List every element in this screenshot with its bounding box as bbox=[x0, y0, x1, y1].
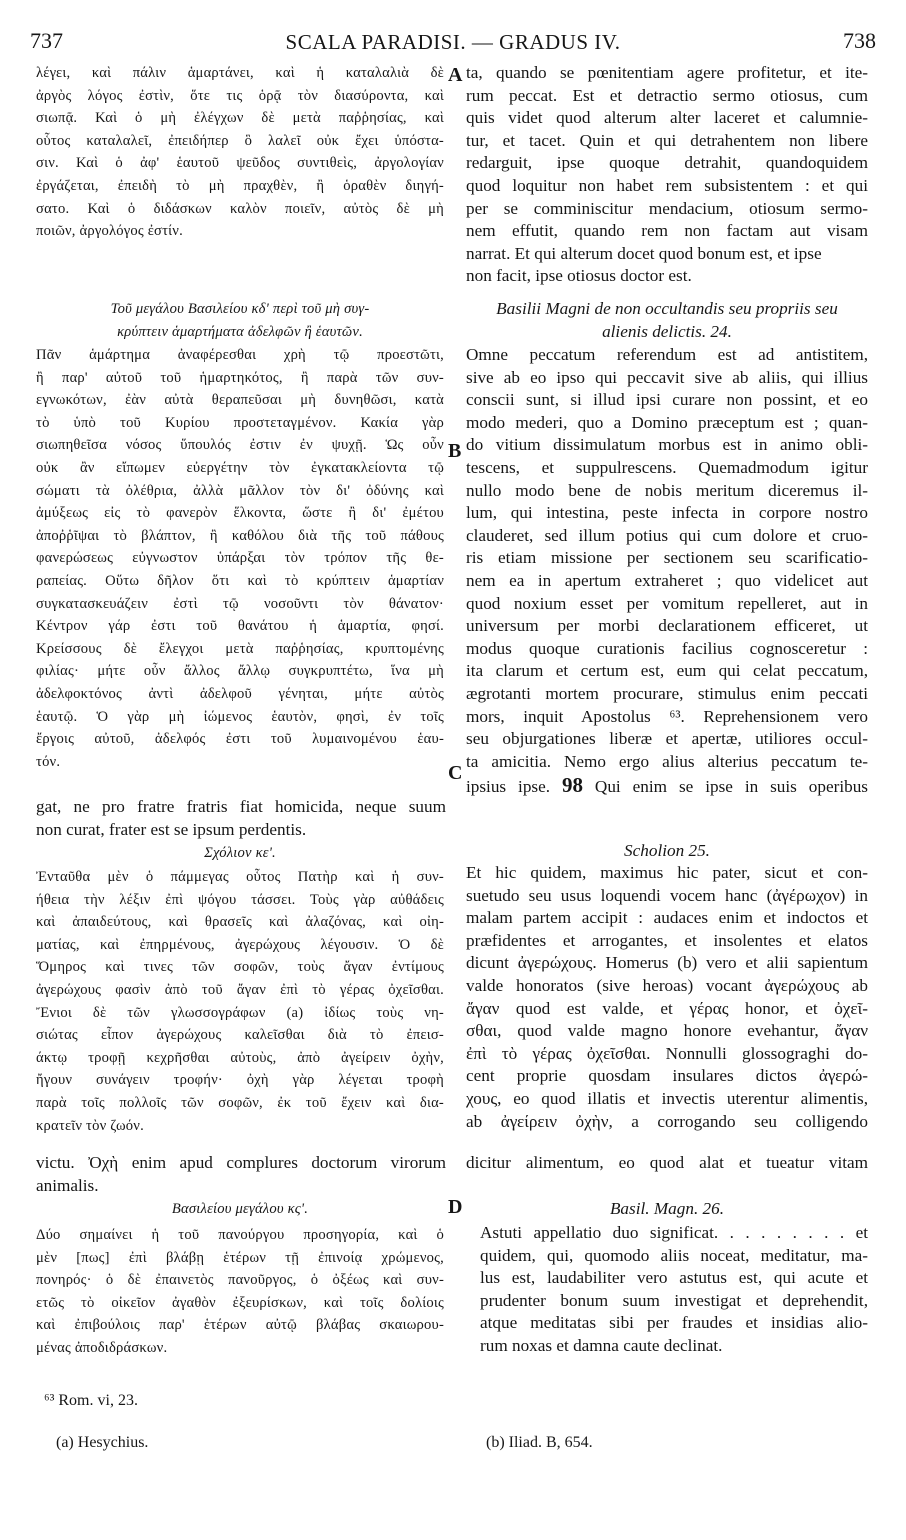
latin-text-line: ἐπὶ τὸ γέρας ὀχεῖσθαι. Nonnulli glossograghi do- bbox=[466, 1043, 868, 1063]
greek-text-line: σώματι τὰ ὀλέθρια, ἀλλὰ μᾶλλον τὸν δι' ὀδύνης καὶ bbox=[36, 482, 444, 499]
latin-text-line: dicunt ἀγερώχους. Homerus (b) vero et alii sapientum bbox=[466, 953, 868, 973]
latin-text-line: per se comminiscitur mendacium, otiosum sermo- bbox=[466, 198, 868, 218]
latin-column-block1 bbox=[466, 62, 868, 288]
greek-column-block2 bbox=[36, 344, 444, 773]
greek-text-line: ἀδελφοκτόνος ἀντὶ ἀδελφοῦ γένηται, μήτε αὐτὸς bbox=[36, 685, 444, 702]
greek-text-line: Κέντρον γάρ ἐστι τοῦ θανάτου ἡ ἁμαρτία, φησί. bbox=[36, 618, 444, 635]
latin-title-block2 bbox=[466, 298, 868, 343]
latin-text-line: do vitium dissimulatum morbus est in animo obli- bbox=[466, 435, 868, 455]
greek-text-line: σιωπᾷ. Καὶ ὁ μὴ ἐλέγχων δὲ μετὰ παῤῥησίας, καὶ bbox=[36, 110, 444, 127]
greek-text-line: Ἐνταῦθα μὲν ὁ πάμμεγας οὗτος Πατὴρ καὶ ἡ συν- bbox=[36, 869, 444, 885]
greek-text-line: ραπείας. Οὕτω δῆλον ὅτι καὶ τὸ κρύπτειν ἁμαρτίαν bbox=[36, 572, 444, 589]
greek-text-line: ἤγουν συνάγειν τροφήν· ὀχὴ γὰρ λέγεται τροφὴ bbox=[36, 1072, 444, 1089]
greek-text-line: εγνωκότων, ἐὰν αὐτὰ θεραπεῦσαι μὴ δυνηθῶσι, κατὰ bbox=[36, 392, 444, 409]
latin-text-line: tescens, et suppulrescens. Quemadmodum igitur bbox=[466, 457, 868, 477]
greek-text-line: οὗτος καταλαλεῖ, ἐπειδήπερ ὃ λαλεῖ οὐκ ἔχει ὑπόστα- bbox=[36, 132, 444, 149]
latin-text-line: ita clarum et certum est, eum qui celat peccatum, bbox=[466, 661, 868, 681]
latin-ref-row bbox=[466, 774, 868, 799]
greek-text-line: ετῶς τὸ οἰκεῖον ἀγαθὸν ἐξευρίσκων, καὶ τοῖς δολίοις bbox=[36, 1294, 444, 1311]
latin-text-line: quidem, qui, quomodo aliis noceat, meditatur, ma- bbox=[480, 1245, 868, 1265]
greek-text-line: ἑαυτῷ. Ὁ γὰρ μὴ ἰώμενος ἑαυτὸν, φησὶ, ἐν τοῖς bbox=[36, 708, 444, 725]
latin-text-line: valde honoratos (sive heroas) vocant ἀγερώχους ab bbox=[466, 975, 868, 995]
latin-ref-line bbox=[466, 774, 868, 799]
latin-text-line: atque meditatas sibi per fraudes et insidias alio- bbox=[480, 1313, 868, 1333]
latin-scholion-title: Scholion 25. bbox=[624, 841, 710, 860]
latin-text-line: nullo modo bene de nobis meritum diceremus il- bbox=[466, 480, 868, 500]
section-mark-d: D bbox=[448, 1196, 463, 1218]
latin-text-line: ægrotanti mortem procurare, stimulus enim peccati bbox=[466, 683, 868, 703]
greek-text-line: Ἔνιοι δὲ τῶν γλωσσογράφων (a) ἰδίως τοὺς νη- bbox=[36, 1004, 444, 1021]
greek-text-line: κρατεῖν τὸν ζωόν. bbox=[36, 1117, 144, 1134]
latin-column-block4 bbox=[480, 1222, 868, 1358]
latin-title-line1: Basilii Magni de non occultandis seu propriis seu bbox=[496, 299, 838, 318]
footnote-rom: ⁶³ Rom. vi, 23. bbox=[44, 1392, 138, 1409]
latin-text-line: cent proprie quosdam insulares dictos ἀγερώ- bbox=[466, 1066, 868, 1086]
latin-text-line: ab ἀγείρειν ὀχὴν, a corrogando seu colligendo bbox=[466, 1111, 868, 1131]
greek-text-line: ματίας, καὶ ἐπηρμένους, ἀγερώχους λέγουσιν. Ὁ δὲ bbox=[36, 936, 444, 953]
greek-text-line: καὶ ἐπιβούλοις παρ' ἑτέρων αὐτῷ βλάβας σκαιωρου- bbox=[36, 1317, 444, 1334]
greek-title-block2 bbox=[36, 298, 444, 343]
greek-text-line: φανερώσεως εὐγνωστον ὑπάρξαι τὸν τρόπον τῆς θε- bbox=[36, 550, 444, 567]
greek-scholion-title: Σχόλιον κε'. bbox=[204, 845, 276, 861]
latin-text-line: χους, eo quod illatis et invectis uterentur alimentis, bbox=[466, 1088, 868, 1108]
latin-text-line: rum peccat. Est et detractio sermo otiosus, cum bbox=[466, 85, 868, 105]
footnote-a: (a) Hesychius. bbox=[56, 1434, 149, 1451]
latin-last-lines-left bbox=[36, 1152, 446, 1197]
latin-text-line: conscii sunt, si illud ipsi curare non possint, et eo bbox=[466, 390, 868, 410]
greek-text-line: σιωπηθεῖσα νόσος ὕπουλός ἐστιν ἐν ψυχῇ. Ὡς οὖν bbox=[36, 437, 444, 454]
latin-text-line: tur, et tacet. Quin et qui detrahentem non libere bbox=[466, 130, 868, 150]
greek-column-block3 bbox=[36, 866, 444, 1137]
latin-last-left-text: victu. Ὀχὴ enim apud complures doctorum virorum bbox=[36, 1153, 446, 1172]
greek-text-line: σατο. Καὶ ὁ διδάσκων καλὸν ποιεῖν, αὐτὸς δὲ μὴ bbox=[36, 200, 444, 217]
latin-text-line: lum, qui intestina, peste infecta in corpore nostro bbox=[466, 503, 868, 523]
latin-text-line: sive ab eo ipso qui peccavit sive ab aliis, qui illius bbox=[466, 367, 868, 387]
latin-text-line: quod loquitur non habet rem subsistentem : et qui bbox=[466, 175, 868, 195]
latin-title-line2: alienis delictis. 24. bbox=[602, 321, 732, 341]
latin-text-line: præfidentes et arrogantes, et insolentes et elatos bbox=[466, 930, 868, 950]
latin-basil-title: Basil. Magn. 26. bbox=[609, 1199, 725, 1218]
greek-text-line: ἢ παρ' αὐτοῦ τοῦ ἡμαρτηκότος, ἢ παρὰ τῶν συν- bbox=[36, 369, 444, 386]
greek-text-line: Πᾶν ἁμάρτημα ἀναφέρεσθαι χρὴ τῷ προεστῶτι, bbox=[36, 347, 444, 363]
greek-text-line: φιλίας· μήτε οὖν ἄλλος ἄλλῳ συγκρυπτέτω, ἵνα μὴ bbox=[36, 663, 444, 680]
greek-text-line: ἀργὸς λόγος ἐστὶν, ὅτε τις ὁρᾷ τὸν διασύροντα, καὶ bbox=[36, 87, 444, 104]
greek-text-line: τόν. bbox=[36, 753, 61, 770]
latin-text-line: ris etiam missione per sectionem seu scarificatio- bbox=[466, 548, 868, 568]
greek-text-line: μὲν [πως] ἐπὶ βλάβῃ ἑτέρων τῇ ἐπινοίᾳ χρώμενος, bbox=[36, 1249, 444, 1266]
running-title: SCALA PARADISI. — GRADUS IV. bbox=[285, 30, 621, 54]
greek-text-line: ἀγερώχους φασὶν ἀπὸ τοῦ ἄγαν ἐπὶ τὸ γέρας ὀχεῖσθαι. bbox=[36, 981, 444, 998]
section-mark-a: A bbox=[448, 64, 463, 86]
latin-text-line: Omne peccatum referendum est ad antistitem, bbox=[466, 345, 868, 364]
page-number-right: 738 bbox=[843, 28, 876, 53]
latin-text-line: nem effutit, quando rem non factam aut visam bbox=[466, 221, 868, 241]
latin-text-line: universum per morbi declarationem efficeret, ut bbox=[466, 616, 868, 636]
greek-column-block4 bbox=[36, 1224, 444, 1360]
latin-column-block3 bbox=[466, 862, 868, 1133]
latin-before-ref: ipsius ipse. bbox=[466, 777, 551, 796]
latin-text-line: clauderet, sed illum potius qui cum dolore et cruo- bbox=[466, 525, 868, 545]
column-number-98: 98 bbox=[561, 774, 583, 797]
greek-title-block4 bbox=[36, 1198, 444, 1221]
greek-text-line: Κρείσσους δὲ ἔλεγχοι μετὰ παῤῥησίας, κρυπτομένης bbox=[36, 640, 444, 657]
greek-text-line: ποιῶν, ἀργολόγος ἐστίν. bbox=[36, 223, 183, 240]
latin-title-block3 bbox=[466, 840, 868, 863]
latin-text-line: mors, inquit Apostolus ⁶³. Reprehensionem vero bbox=[466, 706, 868, 726]
latin-last-right-text: dicitur alimentum, eo quod alat et tueatur vitam bbox=[466, 1153, 868, 1172]
greek-text-line: ἀποῤῥῖψαι τὸ βλάπτον, ἢ καθόλου διὰ τῆς τοῦ πάθους bbox=[36, 527, 444, 544]
latin-text-line: Astuti appellatio duo significat. . . . . . . . . et bbox=[480, 1223, 868, 1242]
latin-text-line: Et hic quidem, maximus hic pater, sicut et con- bbox=[466, 863, 868, 882]
latin-text-line: modus quoque curationis facilius cognosceretur : bbox=[466, 638, 868, 658]
continuation-line1: gat, ne pro fratre fratris fiat homicida, neque suum bbox=[36, 797, 446, 816]
greek-text-line: μένας ἀποδιδράσκων. bbox=[36, 1339, 168, 1356]
latin-text-line: non facit, ipse otiosus doctor est. bbox=[466, 266, 692, 286]
latin-text-line: malam partem accipit : audaces enim et indoctos et bbox=[466, 908, 868, 928]
latin-last-left-text2: animalis. bbox=[36, 1175, 99, 1195]
section-mark-c: C bbox=[448, 762, 463, 784]
greek-title-block3 bbox=[36, 842, 444, 865]
latin-text-line: suetudo seu usus loquendi vocem hanc (ἀγέρωχον) in bbox=[466, 885, 868, 905]
greek-text-line: συγκατασκευάζειν ἐστὶ τῷ νοσοῦντι τὸν θάνατον· bbox=[36, 595, 444, 612]
greek-basil-title: Βασιλείου μεγάλου κς'. bbox=[171, 1201, 309, 1217]
latin-text-line: redarguit, ipse quoque detrahit, quandoquidem bbox=[466, 153, 868, 173]
greek-text-line: Δύο σημαίνει ἡ τοῦ πανούργου προσηγορία, καὶ ὁ bbox=[36, 1227, 444, 1243]
latin-text-line: modo mederi, quo a Domino præceptum est ; quan- bbox=[466, 412, 868, 432]
section-mark-b: B bbox=[448, 440, 462, 462]
running-header bbox=[30, 28, 876, 62]
greek-text-line: λέγει, καὶ πάλιν ἁμαρτάνει, καὶ ἡ καταλαλιὰ δὲ bbox=[36, 65, 444, 81]
greek-text-line: ἀμύξεως εἰς τὸ φανερὸν ἕλκοντα, ὥστε ἢ δι' ἐμέτου bbox=[36, 505, 444, 522]
latin-text-line: nem ea in apertum extraheret ; quo videlicet aut bbox=[466, 570, 868, 590]
greek-text-line: οὐκ ἂν εἴπωμεν εὐεργέτην τὸν ἐγκατακλείοντα τῷ bbox=[36, 459, 444, 476]
latin-text-line: ta amicitia. Nemo ergo alius alterius peccatum te- bbox=[466, 751, 868, 771]
latin-text-line: ἄγαν quod est valde, et γέρας honor, et ὀχεῖ- bbox=[466, 998, 868, 1018]
full-width-continuation bbox=[36, 796, 446, 841]
greek-text-line: ήθεια τὴν λέξιν ἐπὶ ψόγου τάσσει. Τοὺς γὰρ αὐθάδεις bbox=[36, 891, 444, 908]
latin-text-line: lus est, laudabiliter vero astutus est, qui acute et bbox=[480, 1268, 868, 1288]
latin-text-line: narrat. Et qui alterum docet quod bonum est, et ipse bbox=[466, 243, 822, 263]
greek-text-line: άκτῳ τροφῇ κεχρῆσθαι αὐτοὺς, ἀπὸ ἀγείρειν ὀχὴν, bbox=[36, 1049, 444, 1066]
latin-text-line: quis videt quod alterum alter laceret et calumnie- bbox=[466, 108, 868, 128]
continuation-line2: non curat, frater est se ipsum perdentis. bbox=[36, 819, 307, 839]
latin-text-line: seu objurgationes liberæ et apertæ, utiliores occul- bbox=[466, 729, 868, 749]
greek-text-line: σιν. Καὶ ὁ ἀφ' ἑαυτοῦ ψεῦδος συντιθεὶς, ἀργολογίαν bbox=[36, 155, 444, 172]
latin-title-block4 bbox=[466, 1198, 868, 1221]
greek-text-line: τὸ ὑπὸ τοῦ Κυρίου προστεταγμένον. Κακία γὰρ bbox=[36, 414, 444, 431]
greek-text-line: ἔργοις αὐτοῦ, ἀδελφός ἐστι τοῦ λυμαινομένου ἑαυ- bbox=[36, 731, 444, 748]
latin-text-line: prudenter bonum suum investigat et deprehendit, bbox=[480, 1290, 868, 1310]
latin-text-line: quod noxium esset per vomitum repelleret, aut in bbox=[466, 593, 868, 613]
footnote-b: (b) Iliad. B, 654. bbox=[486, 1434, 593, 1451]
latin-column-block2 bbox=[466, 344, 868, 773]
latin-text-line: ta, quando se pœnitentiam agere profitetur, et ite- bbox=[466, 63, 868, 82]
greek-text-line: Ὅμηρος καὶ τινες τῶν σοφῶν, τοὺς ἄγαν ἐντίμους bbox=[36, 959, 444, 976]
greek-text-line: καὶ ἀπαιδεύτους, καὶ θρασεῖς καὶ ἀλαζόνας, καὶ οἰη- bbox=[36, 914, 444, 931]
page-number-left: 737 bbox=[30, 28, 63, 53]
latin-text-line: rum noxas et damna caute declinat. bbox=[480, 1335, 723, 1355]
greek-column-block1 bbox=[36, 62, 444, 243]
latin-after-ref: Qui enim se ipse in suis operibus bbox=[594, 777, 868, 796]
greek-text-line: ἐργάζεται, ἐπειδὴ τὸ μὴ πραχθὲν, ἢ ὁραθὲν διηγή- bbox=[36, 177, 444, 194]
latin-last-line-right bbox=[466, 1152, 868, 1175]
greek-text-line: σιώτας εἶπον ἀγερώχους καλεῖσθαι διὰ τὸ ἐπεισ- bbox=[36, 1027, 444, 1044]
latin-text-line: σθαι, quod valde magno honore evehantur, ἄγαν bbox=[466, 1021, 868, 1041]
greek-text-line: παρὰ τοῖς πολλοῖς τῶν σοφῶν, ἐκ τοῦ ἔχειν καὶ δια- bbox=[36, 1094, 444, 1111]
greek-title-line2: κρύπτειν ἁμαρτήματα ἀδελφῶν ἢ ἑαυτῶν. bbox=[117, 323, 363, 340]
greek-text-line: πονηρός· ὁ δὲ ἐπαινετὸς πανοῦργος, ὁ ὀξέως καὶ συν- bbox=[36, 1272, 444, 1289]
greek-title-line1: Τοῦ μεγάλου Βασιλείου κδ' περὶ τοῦ μὴ συγ- bbox=[110, 301, 370, 317]
